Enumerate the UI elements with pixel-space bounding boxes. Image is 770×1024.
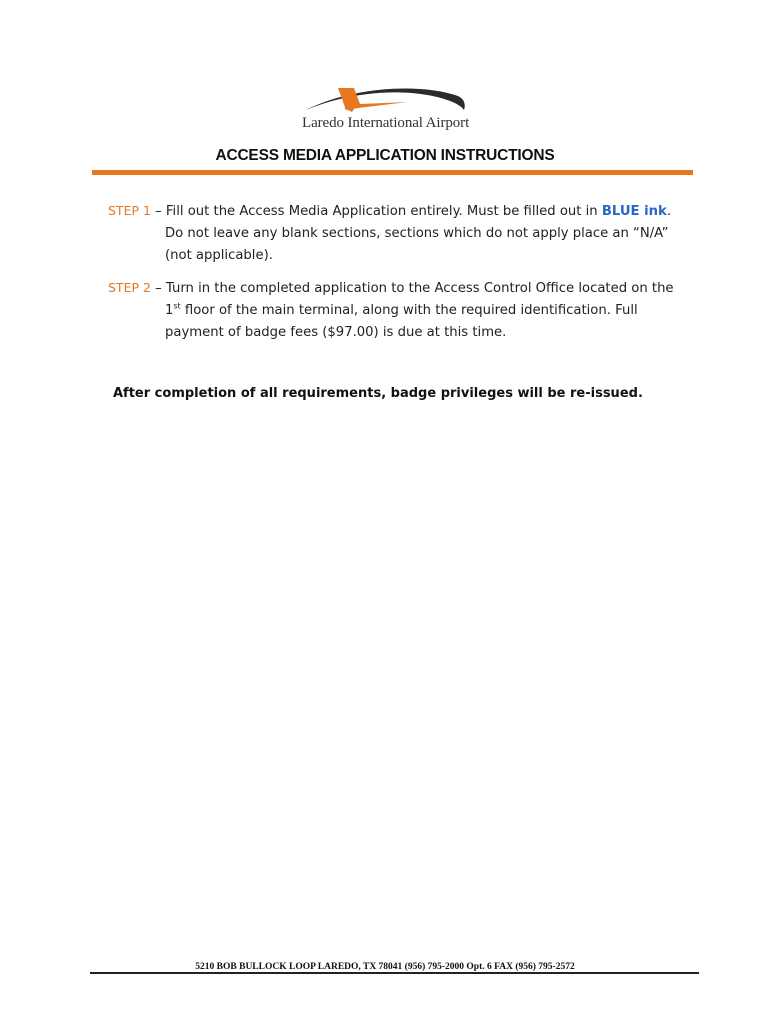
step-2-line-1: [108, 277, 674, 300]
step-2-label: STEP 2: [108, 280, 151, 295]
step-2-line-3: payment of badge fees ($97.00) is due at this time.: [165, 325, 507, 340]
step-1: [108, 200, 671, 267]
step-2-line-2: [108, 300, 674, 322]
step-1-line-2: Do not leave any blank sections, sections which do not apply place an “N/A”: [165, 226, 669, 241]
step-2-line-2-text: floor of the main terminal, along with the required identification. Full: [180, 303, 638, 318]
closing-note: After completion of all requirements, badge privileges will be re-issued.: [113, 386, 643, 401]
step-1-text: Fill out the Access Media Application entirely. Must be filled out in: [165, 204, 602, 219]
title-divider: [92, 170, 693, 175]
step-1-period: .: [666, 204, 672, 219]
step-1-line-1: [108, 200, 671, 223]
step-1-line-3: (not applicable).: [165, 248, 273, 263]
footer-address: 5210 BOB BULLOCK LOOP LAREDO, TX 78041 (956) 795-2000 Opt. 6 FAX (956) 795-2572: [195, 962, 575, 972]
step-1-label: STEP 1: [108, 203, 151, 218]
page-title: ACCESS MEDIA APPLICATION INSTRUCTIONS: [215, 147, 555, 164]
step-1-dash: –: [150, 204, 166, 219]
footer-divider: [90, 972, 699, 974]
step-2-text: Turn in the completed application to the Access Control Office located on the: [165, 281, 674, 296]
blue-ink-emphasis: BLUE ink: [601, 204, 667, 219]
step-2-dash: –: [150, 281, 166, 296]
logo-text: Laredo International Airport: [302, 115, 470, 131]
step-2: [108, 277, 674, 344]
airport-logo: [298, 82, 474, 138]
floor-number: 1: [165, 303, 174, 318]
floor-ordinal: st: [173, 301, 181, 311]
